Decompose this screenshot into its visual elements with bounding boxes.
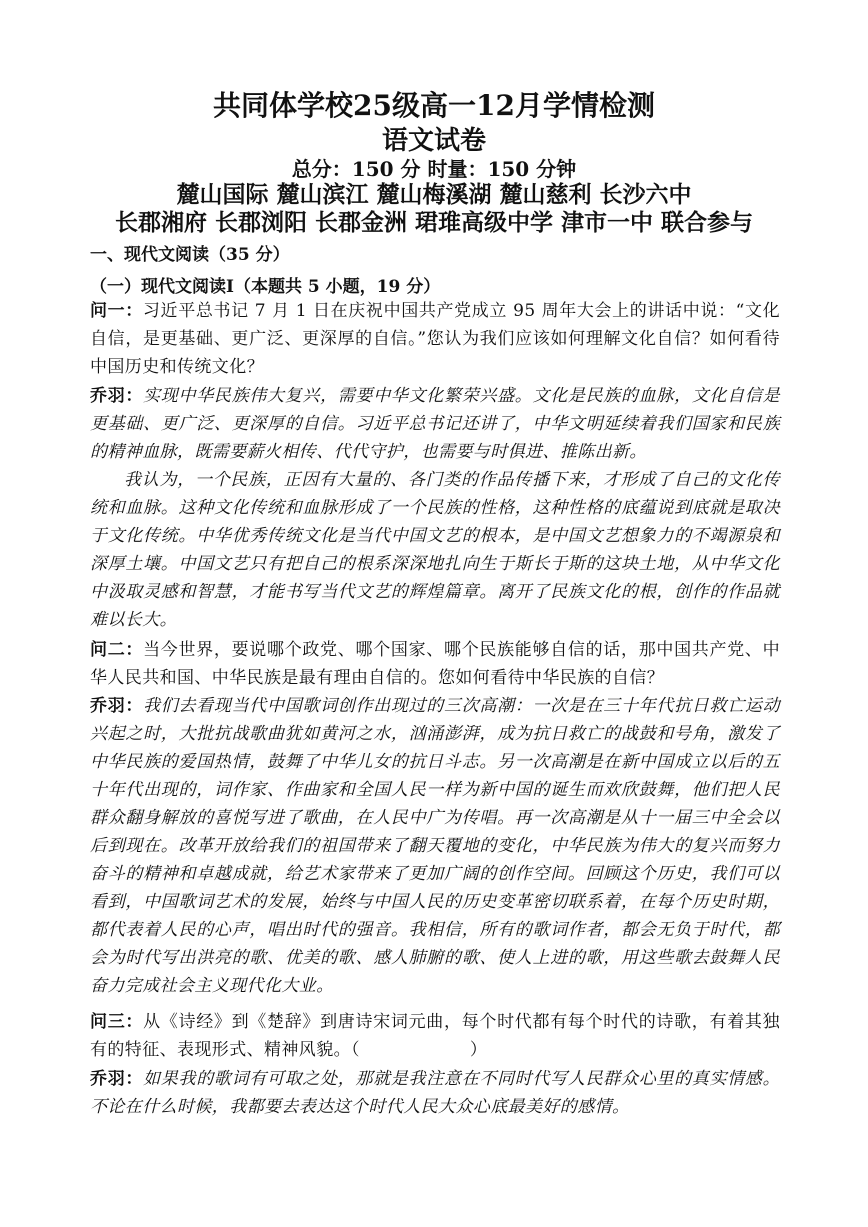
question-3 (90, 1008, 780, 1064)
schools-line-2: 长郡湘府 长郡浏阳 长郡金洲 珺琟高级中学 津市一中 联合参与 (114, 209, 754, 236)
exam-title: 共同体学校25级高一12月学情检测 (213, 89, 655, 122)
question-2 (90, 636, 780, 692)
question-1-speaker: 问一： (90, 301, 143, 321)
question-3-speaker: 问三： (90, 1012, 144, 1032)
question-2-text: 当今世界，要说哪个政党、哪个国家、哪个民族能够自信的话，那中国共产党、中华人民共和国、中华民族是最有理由自信的。您如何看待中华民族的自信？ (90, 640, 780, 688)
exam-subtitle: 语文试卷 (381, 126, 486, 156)
question-3-text: 从《诗经》到《楚辞》到唐诗宋词元曲，每个时代都有每个时代的诗歌，有着其独有的特征、表现形式、精神风貌。（ (90, 1012, 780, 1060)
answer-3-text: 如果我的歌词有可取之处，那就是我注意在不同时代写人民群众心里的真实情感。不论在什么时候，我都要去表达这个时代人民大众心底最美好的感情。 (90, 1069, 780, 1117)
question-1-text: 习近平总书记 7 月 1 日在庆祝中国共产党成立 95 周年大会上的讲话中说：“文化自信，是更基础、更广泛、更深厚的自信。”您认为我们应该如何理解文化自信？如何看待中国历史和传统文化？ (90, 301, 780, 377)
schools-line-1: 麓山国际 麓山滨江 麓山梅溪湖 麓山慈利 长沙六中 (176, 181, 692, 208)
question-1 (90, 297, 780, 381)
score-time-line: 总分：150 分 时量：150 分钟 (291, 157, 577, 181)
question-2-speaker: 问二： (90, 640, 144, 660)
answer-1-text: 实现中华民族伟大复兴，需要中华文化繁荣兴盛。文化是民族的血脉，文化自信是更基础、更广泛、更深厚的自信。习近平总书记还讲了，中华文明延续着我们国家和民族的精神血脉，既需要薪火相传、代代守护，也需要与时俱进、推陈出新。 (90, 386, 780, 462)
answer-2-speaker: 乔羽： (90, 696, 144, 716)
answer-2 (90, 692, 780, 1000)
answer-3-speaker: 乔羽： (90, 1069, 144, 1089)
answer-1-speaker: 乔羽： (90, 386, 144, 406)
answer-1-paragraph-2: 我认为，一个民族，正因有大量的、各门类的作品传播下来，才形成了自己的文化传统和血脉。这种文化传统和血脉形成了一个民族的性格，这种性格的底蕴说到底就是取决于文化传统。中华优秀传统文化是当代中国文艺的根本，是中国文艺想象力的不竭源泉和深厚土壤。中国文艺只有把自己的根系深深地扎向生于斯长于斯的这块土地，从中华文化中汲取灵感和智慧，才能书写当代文艺的辉煌篇章。离开了民族文化的根，创作的作品就难以长大。 (90, 470, 780, 630)
section-subheading: （一）现代文阅读Ⅰ（本题共 5 小题，19 分） (90, 277, 441, 297)
section-heading: 一、现代文阅读（35 分） (90, 245, 290, 265)
answer-1 (90, 382, 780, 466)
question-3-close: ） (469, 1040, 488, 1060)
answer-3 (90, 1065, 780, 1121)
answer-2-text: 我们去看现当代中国歌词创作出现过的三次高潮：一次是在三十年代抗日救亡运动兴起之时，大批抗战歌曲犹如黄河之水，汹涌澎湃，成为抗日救亡的战鼓和号角，激发了中华民族的爱国热情，鼓舞了中华儿女的抗日斗志。另一次高潮是在新中国成立以后的五十年代出现的，词作家、作曲家和全国人民一样为新中国的诞生而欢欣鼓舞，他们把人民群众翻身解放的喜悦写进了歌曲，在人民中广为传唱。再一次高潮是从十一届三中全会以后到现在。改革开放给我们的祖国带来了翻天覆地的变化，中华民族为伟大的复兴而努力奋斗的精神和卓越成就，给艺术家带来了更加广阔的创作空间。回顾这个历史，我们可以看到，中国歌词艺术的发展，始终与中国人民的历史变革密切联系着，在每个历史时期，都代表着人民的心声，唱出时代的强音。我相信，所有的歌词作者，都会无负于时代，都会为时代写出洪亮的歌、优美的歌、感人肺腑的歌、使人上进的歌，用这些歌去鼓舞人民奋力完成社会主义现代化大业。 (90, 696, 780, 996)
